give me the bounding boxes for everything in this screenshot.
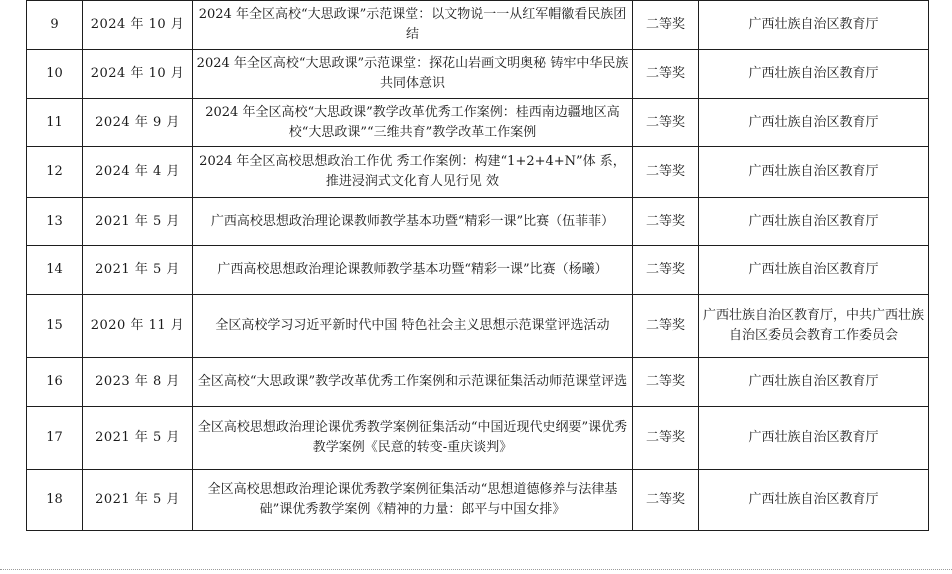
row-number: 9 [27, 1, 83, 50]
award-date: 2024 年 10 月 [83, 50, 193, 99]
table-row [27, 407, 929, 470]
table-row [27, 246, 929, 295]
award-level: 二等奖 [633, 295, 699, 358]
award-date: 2021 年 5 月 [83, 407, 193, 470]
row-number: 17 [27, 407, 83, 470]
awarding-organization: 广西壮族自治区教育厅 [699, 50, 929, 99]
awarding-organization: 广西壮族自治区教育厅 [699, 246, 929, 295]
row-number: 13 [27, 198, 83, 246]
awarding-organization: 广西壮族自治区教育厅 [699, 147, 929, 198]
award-date: 2021 年 5 月 [83, 198, 193, 246]
table-row [27, 358, 929, 407]
table-row [27, 147, 929, 198]
award-title: 2024 年全区高校“大思政课”示范课堂：以文物说一一从红军帽徽看民族团结 [193, 1, 633, 50]
award-level: 二等奖 [633, 358, 699, 407]
row-number: 10 [27, 50, 83, 99]
award-title: 全区高校学习习近平新时代中国 特色社会主义思想示范课堂评选活动 [193, 295, 633, 358]
row-number: 14 [27, 246, 83, 295]
award-date: 2021 年 5 月 [83, 470, 193, 531]
award-date: 2024 年 4 月 [83, 147, 193, 198]
award-date: 2023 年 8 月 [83, 358, 193, 407]
awarding-organization: 广西壮族自治区教育厅 [699, 99, 929, 147]
award-date: 2024 年 9 月 [83, 99, 193, 147]
awarding-organization: 广西壮族自治区教育厅 [699, 407, 929, 470]
award-title: 全区高校“大思政课”教学改革优秀工作案例和示范课征集活动师范课堂评选 [193, 358, 633, 407]
award-level: 二等奖 [633, 470, 699, 531]
award-level: 二等奖 [633, 1, 699, 50]
award-date: 2021 年 5 月 [83, 246, 193, 295]
award-title: 2024 年全区高校“大思政课”教学改革优秀工作案例：桂西南边疆地区高校“大思政课”“三维共育”教学改革工作案例 [193, 99, 633, 147]
table-row [27, 1, 929, 50]
award-title: 全区高校思想政治理论课优秀教学案例征集活动“中国近现代史纲要”课优秀教学案例《民意的转变-重庆谈判》 [193, 407, 633, 470]
award-title: 广西高校思想政治理论课教师教学基本功暨“精彩一课”比赛（杨曦） [193, 246, 633, 295]
row-number: 18 [27, 470, 83, 531]
row-number: 12 [27, 147, 83, 198]
table-row [27, 198, 929, 246]
award-level: 二等奖 [633, 99, 699, 147]
awards-table [26, 0, 929, 531]
row-number: 16 [27, 358, 83, 407]
award-level: 二等奖 [633, 198, 699, 246]
award-date: 2024 年 10 月 [83, 1, 193, 50]
award-title: 2024 年全区高校思想政治工作优 秀工作案例：构建“1+2+4+N”体 系，推进浸润式文化育人见行见 效 [193, 147, 633, 198]
table-row [27, 99, 929, 147]
awarding-organization: 广西壮族自治区教育厅 [699, 470, 929, 531]
table-row [27, 470, 929, 531]
table-row [27, 295, 929, 358]
page-bottom-rule [0, 569, 952, 570]
award-title: 全区高校思想政治理论课优秀教学案例征集活动“思想道德修养与法律基础”课优秀教学案例《精神的力量：郎平与中国女排》 [193, 470, 633, 531]
table-row [27, 50, 929, 99]
row-number: 11 [27, 99, 83, 147]
award-date: 2020 年 11 月 [83, 295, 193, 358]
award-title: 2024 年全区高校“大思政课”示范课堂：探花山岩画文明奥秘 铸牢中华民族共同体意识 [193, 50, 633, 99]
awarding-organization: 广西壮族自治区教育厅 [699, 1, 929, 50]
award-title: 广西高校思想政治理论课教师教学基本功暨“精彩一课”比赛（伍菲菲） [193, 198, 633, 246]
award-level: 二等奖 [633, 50, 699, 99]
row-number: 15 [27, 295, 83, 358]
awarding-organization: 广西壮族自治区教育厅，中共广西壮族自治区委员会教育工作委员会 [699, 295, 929, 358]
awarding-organization: 广西壮族自治区教育厅 [699, 358, 929, 407]
award-level: 二等奖 [633, 246, 699, 295]
award-level: 二等奖 [633, 147, 699, 198]
awarding-organization: 广西壮族自治区教育厅 [699, 198, 929, 246]
award-level: 二等奖 [633, 407, 699, 470]
